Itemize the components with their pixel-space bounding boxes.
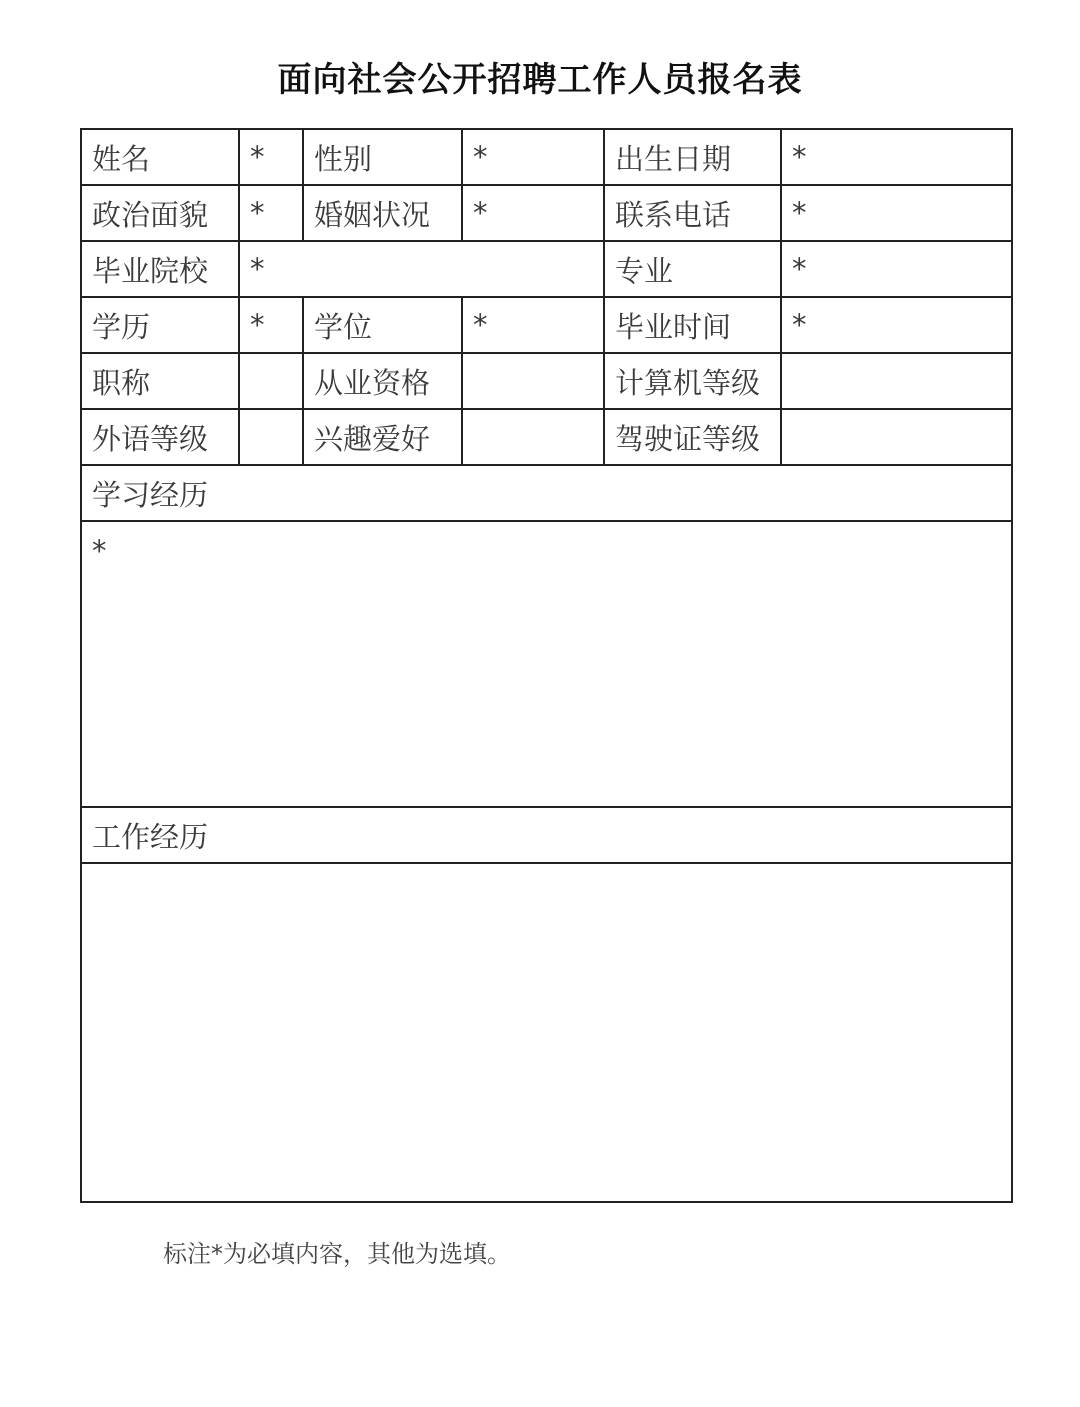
label-study-history: 学习经历 xyxy=(81,465,1012,521)
label-political-status: 政治面貌 xyxy=(81,185,239,241)
label-graduation-time: 毕业时间 xyxy=(604,297,781,353)
label-computer-level: 计算机等级 xyxy=(604,353,781,409)
label-driving-license: 驾驶证等级 xyxy=(604,409,781,465)
label-professional-title: 职称 xyxy=(81,353,239,409)
field-major[interactable]: * xyxy=(781,241,1012,297)
label-school: 毕业院校 xyxy=(81,241,239,297)
label-hobbies: 兴趣爱好 xyxy=(303,409,462,465)
label-name: 姓名 xyxy=(81,129,239,185)
label-degree: 学位 xyxy=(303,297,462,353)
field-professional-title[interactable] xyxy=(239,353,303,409)
label-language-level: 外语等级 xyxy=(81,409,239,465)
form-note: 标注*为必填内容，其他为选填。 xyxy=(163,1240,511,1268)
field-school[interactable]: * xyxy=(239,241,604,297)
form-row-political xyxy=(81,185,1012,241)
form-row-education xyxy=(81,297,1012,353)
field-driving-license[interactable] xyxy=(781,409,1012,465)
form-row-study-header xyxy=(81,465,1012,521)
field-name[interactable]: * xyxy=(239,129,303,185)
label-education: 学历 xyxy=(81,297,239,353)
field-gender[interactable]: * xyxy=(462,129,604,185)
field-education[interactable]: * xyxy=(239,297,303,353)
form-row-name xyxy=(81,129,1012,185)
label-birth-date: 出生日期 xyxy=(604,129,781,185)
form-row-school xyxy=(81,241,1012,297)
field-hobbies[interactable] xyxy=(462,409,604,465)
field-graduation-time[interactable]: * xyxy=(781,297,1012,353)
field-marital-status[interactable]: * xyxy=(462,185,604,241)
field-birth-date[interactable]: * xyxy=(781,129,1012,185)
registration-form-table xyxy=(80,128,1013,1203)
form-row-study-content xyxy=(81,521,1012,807)
field-study-history[interactable]: * xyxy=(81,521,1012,807)
field-work-history[interactable] xyxy=(81,863,1012,1202)
field-political-status[interactable]: * xyxy=(239,185,303,241)
field-phone[interactable]: * xyxy=(781,185,1012,241)
field-degree[interactable]: * xyxy=(462,297,604,353)
form-row-work-content xyxy=(81,863,1012,1202)
form-row-title xyxy=(81,353,1012,409)
label-qualification: 从业资格 xyxy=(303,353,462,409)
form-row-language xyxy=(81,409,1012,465)
field-qualification[interactable] xyxy=(462,353,604,409)
label-gender: 性别 xyxy=(303,129,462,185)
form-row-work-header xyxy=(81,807,1012,863)
label-work-history: 工作经历 xyxy=(81,807,1012,863)
label-major: 专业 xyxy=(604,241,781,297)
label-phone: 联系电话 xyxy=(604,185,781,241)
field-computer-level[interactable] xyxy=(781,353,1012,409)
label-marital-status: 婚姻状况 xyxy=(303,185,462,241)
field-language-level[interactable] xyxy=(239,409,303,465)
form-title: 面向社会公开招聘工作人员报名表 xyxy=(277,60,803,100)
